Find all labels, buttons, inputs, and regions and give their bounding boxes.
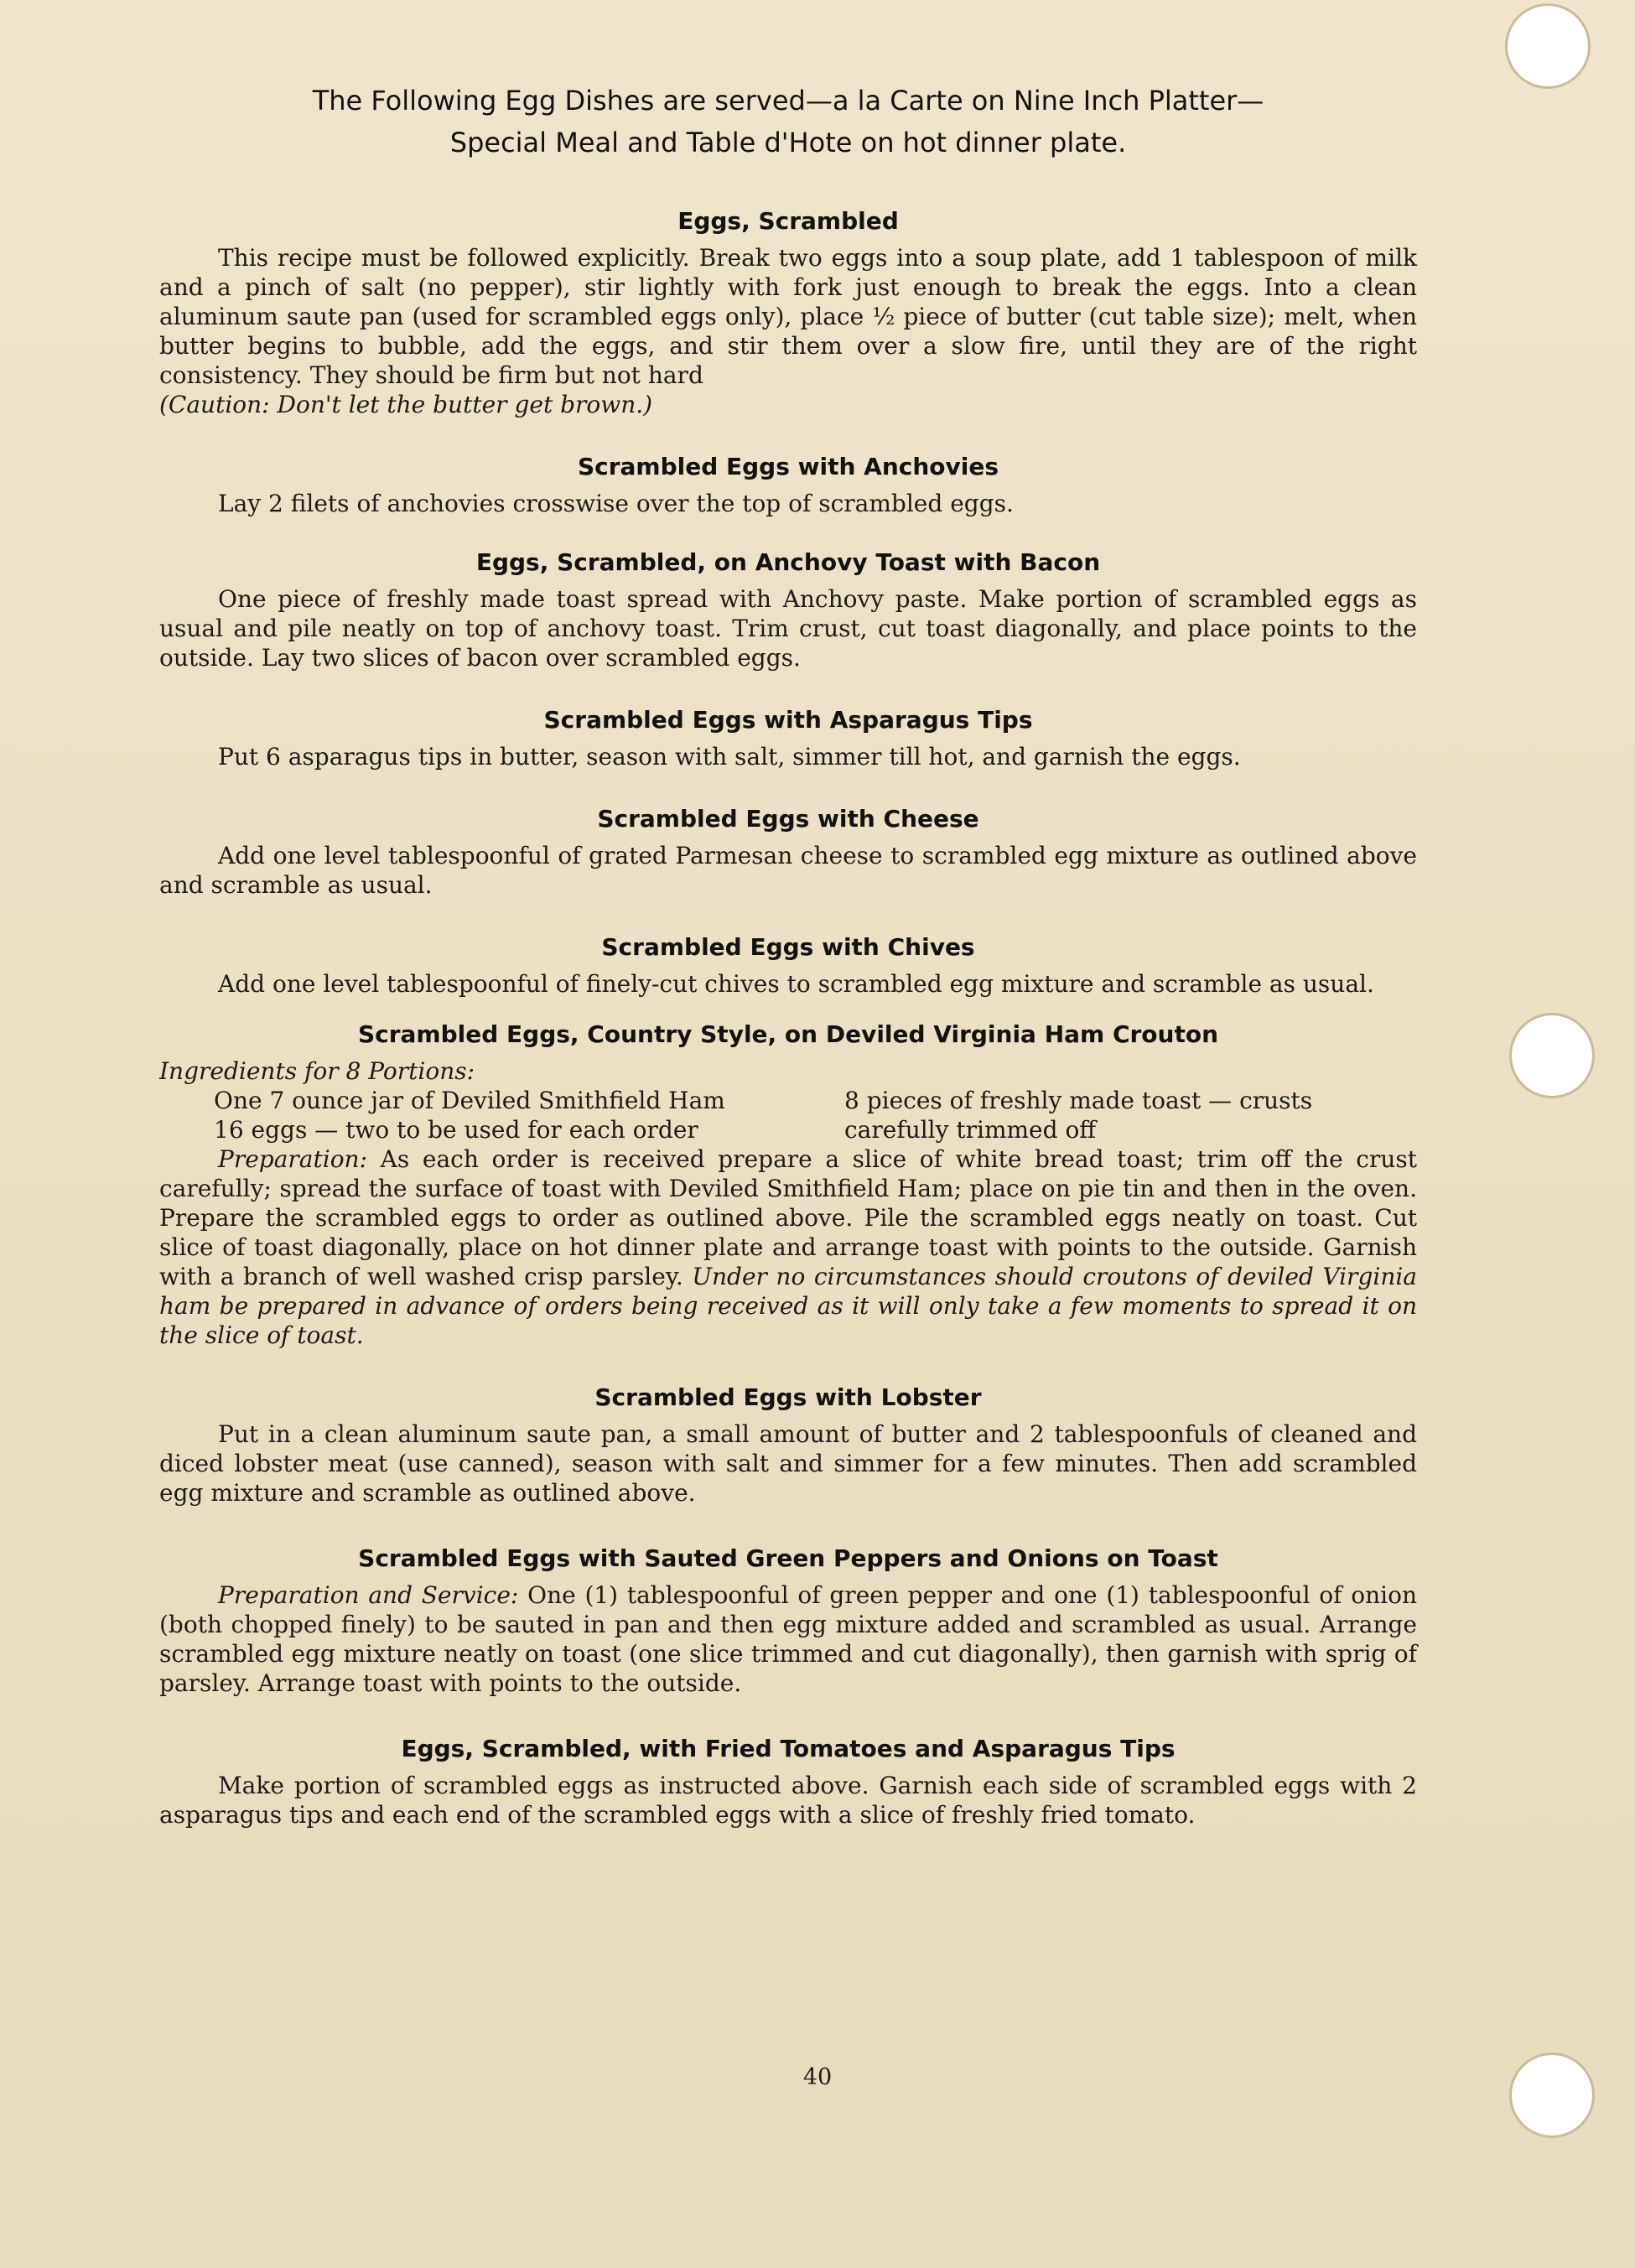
ingredient-item: One 7 ounce jar of Deviled Smithfield Ham bbox=[214, 1087, 725, 1114]
header-line-1: The Following Egg Dishes are served—a la Carte on Nine Inch Platter— bbox=[312, 85, 1264, 117]
page-number: 40 bbox=[802, 2064, 833, 2090]
binder-hole-middle bbox=[1509, 1013, 1595, 1098]
recipe-caution: (Caution: Don't let the butter get brown.) bbox=[159, 391, 653, 418]
recipe-chives bbox=[159, 933, 1417, 999]
recipe-asparagus bbox=[159, 706, 1417, 771]
ingredient-item: carefully trimmed off bbox=[844, 1116, 1097, 1144]
recipe-title: Scrambled Eggs with Asparagus Tips bbox=[543, 706, 1033, 734]
recipe-anchovies bbox=[159, 453, 1417, 518]
recipe-country-style bbox=[159, 1020, 1417, 1350]
ingredients-right-column bbox=[844, 1086, 1417, 1144]
page-header bbox=[159, 80, 1417, 163]
recipe-body: Add one level tablespoonful of finely-cut chives to scrambled egg mixture and scramble as usual. bbox=[218, 970, 1374, 998]
preparation-label: Preparation: bbox=[218, 1145, 368, 1173]
recipe-title: Scrambled Eggs with Lobster bbox=[594, 1383, 982, 1411]
recipe-eggs-scrambled bbox=[159, 207, 1417, 419]
recipe-body: Put in a clean aluminum saute pan, a small amount of butter and 2 tablespoonfuls of cleaned and diced lobster meat (use canned), season with salt and simmer for a few minutes. Then add scrambled egg mixture and scramble as outlined above. bbox=[159, 1420, 1417, 1507]
recipe-title: Scrambled Eggs with Sauted Green Peppers and Onions on Toast bbox=[358, 1544, 1218, 1572]
recipe-body: Lay 2 filets of anchovies crosswise over the top of scrambled eggs. bbox=[218, 490, 1014, 517]
recipe-title: Eggs, Scrambled bbox=[677, 207, 899, 235]
preparation-note: Under no circumstances should croutons of deviled Virginia ham be prepared in advance of orders being received as it will only take a few moments to spread it on the slice of toast. bbox=[159, 1263, 1418, 1349]
recipe-body: Add one level tablespoonful of grated Parmesan cheese to scrambled egg mixture as outlined above and scramble as usual. bbox=[159, 842, 1417, 899]
recipe-preparation: Preparation: As each order is received prepare a slice of white bread toast; trim off the crust carefully; spread the surface of toast with Deviled Smithfield Ham; place on pie tin and then in the oven. Prepare the scrambled eggs to order as outlined above. Pile the scrambled eggs neatly on toast. Cut slice of toast diagonally, place on hot dinner plate and arrange toast with points to the outside. Garnish with a branch of well washed crisp parsley. Under no circumstances should croutons of deviled Virginia ham be prepared in advance of orders being received as it will only take a few moments to spread it on the slice of toast. bbox=[159, 1145, 1418, 1349]
header-line-2: Special Meal and Table d'Hote on hot dinner plate. bbox=[449, 127, 1127, 158]
recipe-anchovy-toast bbox=[159, 548, 1417, 672]
recipe-title: Eggs, Scrambled, with Fried Tomatoes and Asparagus Tips bbox=[401, 1735, 1176, 1762]
ingredient-item: 8 pieces of freshly made toast — crusts bbox=[844, 1087, 1313, 1114]
ingredients-list bbox=[159, 1086, 1417, 1144]
ingredients-label: Ingredients for 8 Portions: bbox=[159, 1057, 475, 1085]
recipe-title: Scrambled Eggs with Chives bbox=[601, 933, 975, 961]
page-content bbox=[159, 80, 1417, 1863]
recipe-title: Scrambled Eggs, Country Style, on Deviled Virginia Ham Crouton bbox=[357, 1020, 1219, 1048]
recipe-title: Scrambled Eggs with Anchovies bbox=[577, 453, 999, 480]
recipe-title: Scrambled Eggs with Cheese bbox=[597, 805, 979, 833]
recipe-lobster bbox=[159, 1383, 1417, 1508]
recipe-body: Put 6 asparagus tips in butter, season with salt, simmer till hot, and garnish the eggs. bbox=[218, 743, 1241, 771]
ingredients-left-column bbox=[214, 1086, 844, 1144]
recipe-body: This recipe must be followed explicitly. Break two eggs into a soup plate, add 1 tablespoon of milk and a pinch of salt (no pepper), stir lightly with fork just enough to break the eggs. Into a clean aluminum saute pan (used for scrambled eggs only), place ½ piece of butter (cut table size); melt, when butter begins to bubble, add the eggs, and stir them over a slow fire, until they are of the right consistency. They should be firm but not hard (Caution: Don't let the butter get brown.) bbox=[159, 244, 1417, 418]
recipe-body: Make portion of scrambled eggs as instructed above. Garnish each side of scrambled eggs with 2 asparagus tips and each end of the scrambled eggs with a slice of freshly fried tomato. bbox=[159, 1772, 1417, 1829]
recipe-body: One piece of freshly made toast spread with Anchovy paste. Make portion of scrambled eggs as usual and pile neatly on top of anchovy toast. Trim crust, cut toast diagonally, and place points to the outside. Lay two slices of bacon over scrambled eggs. bbox=[159, 585, 1417, 672]
recipe-green-peppers bbox=[159, 1544, 1417, 1698]
recipe-fried-tomatoes bbox=[159, 1735, 1417, 1829]
recipe-cheese bbox=[159, 805, 1417, 900]
recipe-body: Preparation and Service: One (1) tablespoonful of green pepper and one (1) tablespoonful of onion (both chopped finely) to be sauted in pan and then egg mixture added and scrambled as usual. Arrange scrambled egg mixture neatly on toast (one slice trimmed and cut diagonally), then garnish with sprig of parsley. Arrange toast with points to the outside. bbox=[159, 1581, 1417, 1697]
binder-hole-top bbox=[1505, 3, 1591, 89]
ingredient-item: 16 eggs — two to be used for each order bbox=[214, 1116, 698, 1144]
recipe-title: Eggs, Scrambled, on Anchovy Toast with Bacon bbox=[475, 548, 1101, 576]
preparation-label: Preparation and Service: bbox=[218, 1581, 519, 1609]
